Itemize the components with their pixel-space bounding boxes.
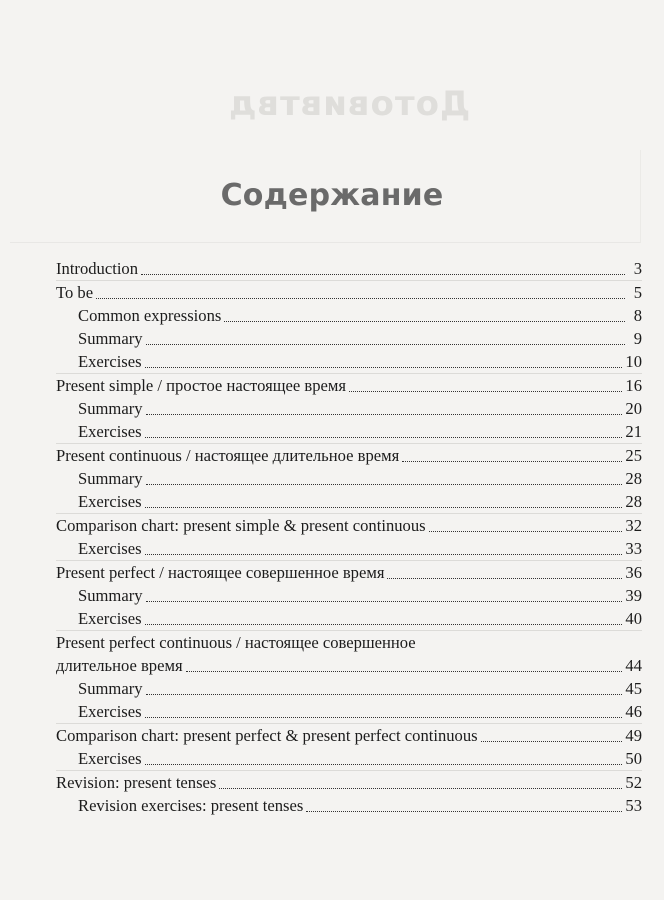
toc-entry-label: Present perfect / настоящее совершенное время (56, 563, 385, 582)
dot-leader (145, 437, 623, 438)
section-divider (56, 723, 642, 724)
toc-subentry[interactable] (56, 420, 642, 443)
toc-subentry-page: 28 (625, 492, 642, 511)
toc-subentry[interactable] (56, 747, 642, 770)
toc-subentry-page: 50 (625, 749, 642, 768)
toc-subentry-page: 45 (625, 679, 642, 698)
toc-subentry[interactable] (56, 397, 642, 420)
toc-subentry[interactable] (56, 677, 642, 700)
toc-subentry-page: 8 (633, 306, 642, 325)
toc-subentry-page: 21 (625, 422, 642, 441)
toc-subentry-page: 53 (625, 796, 642, 815)
toc-entry-page: 3 (633, 259, 642, 278)
dot-leader (146, 484, 623, 485)
toc-subentry[interactable] (56, 327, 642, 350)
toc-entry-page: 44 (625, 656, 642, 675)
dot-leader (224, 321, 625, 322)
toc-entry-label: Comparison chart: present simple & present continuous (56, 516, 426, 535)
dot-leader (145, 367, 623, 368)
dot-leader (146, 414, 623, 415)
toc-subentry-page: 9 (633, 329, 642, 348)
dot-leader (387, 578, 622, 579)
toc-entry-page: 49 (625, 726, 642, 745)
section-divider (56, 280, 642, 281)
dot-leader (146, 601, 623, 602)
toc-subentry-label: Exercises (78, 702, 142, 721)
dot-leader (96, 298, 625, 299)
toc-entry-page: 16 (625, 376, 642, 395)
dot-leader (186, 671, 623, 672)
toc-subentry-label: Summary (78, 469, 143, 488)
toc-entry[interactable] (56, 281, 642, 304)
toc-subentry-label: Summary (78, 329, 143, 348)
dot-leader (146, 694, 623, 695)
toc-entry[interactable] (56, 561, 642, 584)
toc-subentry-label: Exercises (78, 609, 142, 628)
page-title: Содержание (220, 178, 444, 213)
toc-subentry[interactable] (56, 794, 642, 817)
toc-subentry-page: 33 (625, 539, 642, 558)
dot-leader (145, 624, 623, 625)
toc-entry[interactable] (56, 654, 642, 677)
toc-entry-label: Introduction (56, 259, 139, 278)
toc-subentry[interactable] (56, 584, 642, 607)
toc-subentry[interactable] (56, 350, 642, 373)
toc-entry-label: Revision: present tenses (56, 773, 217, 792)
toc-subentry-label: Summary (78, 399, 143, 418)
toc-entry-page: 36 (625, 563, 642, 582)
toc-subentry-page: 46 (625, 702, 642, 721)
toc-entry-label: To be (56, 283, 94, 302)
section-divider (56, 513, 642, 514)
table-of-contents (56, 257, 642, 817)
dot-leader (145, 507, 623, 508)
section-divider (56, 443, 642, 444)
dot-leader (145, 717, 623, 718)
toc-subentry-label: Exercises (78, 539, 142, 558)
toc-subentry[interactable] (56, 467, 642, 490)
dot-leader (141, 274, 625, 275)
section-divider (56, 560, 642, 561)
toc-subentry-label: Summary (78, 586, 143, 605)
toc-entry-page: 5 (633, 283, 642, 302)
dot-leader (481, 741, 623, 742)
toc-entry[interactable] (56, 374, 642, 397)
toc-subentry-label: Revision exercises: present tenses (78, 796, 304, 815)
toc-entry-label-line1: Present perfect continuous / настоящее совершенное (56, 633, 416, 652)
toc-subentry[interactable] (56, 700, 642, 723)
bleed-through-text: Дотовивтвд (228, 84, 471, 124)
toc-subentry-label: Summary (78, 679, 143, 698)
toc-entry[interactable] (56, 724, 642, 747)
toc-entry-label: длительное время (56, 656, 183, 675)
toc-entry[interactable] (56, 771, 642, 794)
toc-subentry[interactable] (56, 490, 642, 513)
toc-subentry-label: Exercises (78, 352, 142, 371)
toc-entry-label: Present continuous / настоящее длительное время (56, 446, 400, 465)
dot-leader (306, 811, 622, 812)
toc-subentry-label: Exercises (78, 749, 142, 768)
toc-entry-page: 25 (625, 446, 642, 465)
toc-entry[interactable] (56, 444, 642, 467)
toc-entry-page: 32 (625, 516, 642, 535)
dot-leader (145, 554, 623, 555)
dot-leader (349, 391, 622, 392)
section-divider (56, 373, 642, 374)
toc-subentry[interactable] (56, 304, 642, 327)
dot-leader (145, 764, 623, 765)
toc-subentry-label: Common expressions (78, 306, 222, 325)
toc-entry-label: Comparison chart: present perfect & present perfect continuous (56, 726, 478, 745)
toc-entry-page: 52 (625, 773, 642, 792)
toc-entry-label: Present simple / простое настоящее время (56, 376, 346, 395)
toc-subentry-page: 20 (625, 399, 642, 418)
dot-leader (219, 788, 622, 789)
dot-leader (402, 461, 622, 462)
toc-subentry[interactable] (56, 607, 642, 630)
toc-subentry[interactable] (56, 537, 642, 560)
toc-entry[interactable] (56, 257, 642, 280)
section-divider (56, 770, 642, 771)
toc-subentry-page: 28 (625, 469, 642, 488)
toc-subentry-page: 10 (625, 352, 642, 371)
toc-subentry-label: Exercises (78, 492, 142, 511)
toc-entry[interactable] (56, 514, 642, 537)
dot-leader (429, 531, 623, 532)
toc-subentry-page: 39 (625, 586, 642, 605)
section-divider (56, 630, 642, 631)
toc-subentry-label: Exercises (78, 422, 142, 441)
dot-leader (146, 344, 625, 345)
toc-subentry-page: 40 (625, 609, 642, 628)
